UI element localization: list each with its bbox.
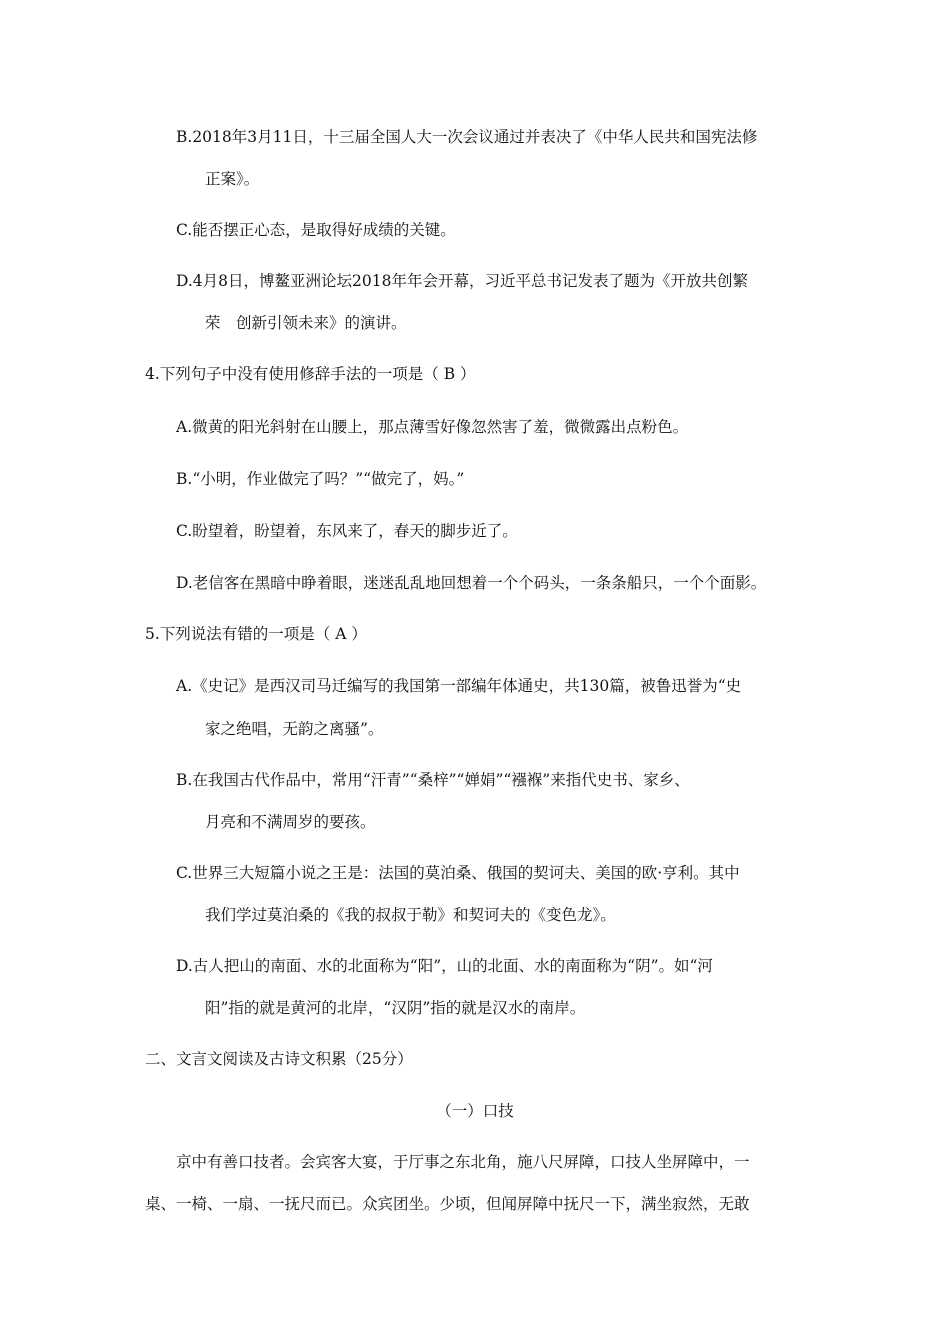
q5-option-a-line1: A.《史记》是西汉司马迁编写的我国第一部编年体通史，共130篇，被鲁迅誉为“史 bbox=[176, 677, 742, 695]
q5-option-c-line1: C.世界三大短篇小说之王是：法国的莫泊桑、俄国的契诃夫、美国的欧·亨利。其中 bbox=[176, 864, 740, 882]
passage-title: （一）口技 bbox=[436, 1102, 514, 1120]
q4-option-b: B.“小明，作业做完了吗？”“做完了，妈。” bbox=[176, 470, 465, 488]
q4-option-a: A.微黄的阳光斜射在山腰上，那点薄雪好像忽然害了羞，微微露出点粉色。 bbox=[176, 418, 689, 436]
q5-option-d-line2: 阳”指的就是黄河的北岸，“汉阴”指的就是汉水的南岸。 bbox=[205, 999, 586, 1017]
q3-option-b-line1: B.2018年3月11日，十三届全国人大一次会议通过并表决了《中华人民共和国宪法修 bbox=[176, 128, 758, 146]
q3-option-d-line2: 荣 创新引领未来》的演讲。 bbox=[205, 314, 407, 332]
q5-stem: 5.下列说法有错的一项是（ A ） bbox=[145, 625, 367, 643]
passage-line-1: 京中有善口技者。会宾客大宴，于厅事之东北角，施八尺屏障，口技人坐屏障中，一 bbox=[176, 1153, 750, 1171]
q5-option-b-line1: B.在我国古代作品中，常用“汗青”“桑梓”“婵娟”“襁褓”来指代史书、家乡、 bbox=[176, 771, 690, 789]
passage-line-2: 桌、一椅、一扇、一抚尺而已。众宾团坐。少顷，但闻屏障中抚尺一下，满坐寂然，无敢 bbox=[145, 1195, 750, 1213]
q5-option-a-line2: 家之绝唱，无韵之离骚”。 bbox=[205, 720, 384, 738]
q5-option-d-line1: D.古人把山的南面、水的北面称为“阳”，山的北面、水的南面称为“阴”。如“河 bbox=[176, 957, 713, 975]
q5-option-b-line2: 月亮和不满周岁的要孩。 bbox=[205, 813, 376, 831]
q4-option-d: D.老信客在黑暗中睁着眼，迷迷乱乱地回想着一个个码头，一条条船只，一个个面影。 bbox=[176, 574, 767, 592]
q3-option-d-line1: D.4月8日，博鳌亚洲论坛2018年年会开幕，习近平总书记发表了题为《开放共创繁 bbox=[176, 272, 748, 290]
q4-option-c: C.盼望着，盼望着，东风来了，春天的脚步近了。 bbox=[176, 522, 518, 540]
q4-stem: 4.下列句子中没有使用修辞手法的一项是（ B ） bbox=[145, 365, 476, 383]
q3-option-b-line2: 正案》。 bbox=[205, 170, 260, 188]
q5-option-c-line2: 我们学过莫泊桑的《我的叔叔于勒》和契诃夫的《变色龙》。 bbox=[205, 906, 616, 924]
q3-option-c: C.能否摆正心态，是取得好成绩的关键。 bbox=[176, 221, 456, 239]
section-heading: 二、文言文阅读及古诗文积累（25分） bbox=[145, 1050, 413, 1068]
